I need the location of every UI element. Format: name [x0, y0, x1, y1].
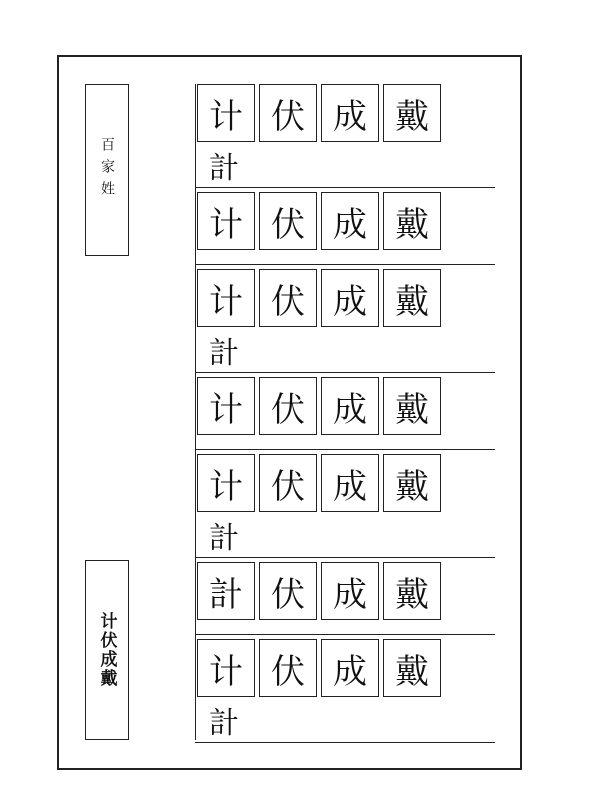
char-cell: 计	[197, 192, 255, 250]
char-cell: 戴	[383, 192, 441, 250]
char-row-1	[195, 84, 495, 142]
char-cell: 伏	[259, 454, 317, 512]
row-gap	[195, 620, 495, 635]
char-cell: 伏	[259, 639, 317, 697]
char-cell: 成	[321, 84, 379, 142]
char-cell: 伏	[259, 84, 317, 142]
caption-row-5: 計	[195, 512, 495, 558]
char-cell: 戴	[383, 454, 441, 512]
subtitle-label	[85, 560, 129, 740]
char-row-5	[195, 454, 495, 512]
char-cell: 计	[197, 84, 255, 142]
char-cell: 戴	[383, 562, 441, 620]
title-label	[85, 84, 129, 256]
char-cell: 成	[321, 192, 379, 250]
caption-row-7: 計	[195, 697, 495, 743]
char-cell: 计	[197, 377, 255, 435]
char-cell: 计	[197, 454, 255, 512]
char-row-2	[195, 192, 495, 250]
char-cell: 戴	[383, 639, 441, 697]
char-cell: 戴	[383, 377, 441, 435]
char-cell: 成	[321, 454, 379, 512]
row-gap	[195, 435, 495, 450]
char-row-4	[195, 377, 495, 435]
char-row-6	[195, 562, 495, 620]
char-row-7	[195, 639, 495, 697]
char-cell: 计	[197, 639, 255, 697]
caption-row-1: 計	[195, 142, 495, 188]
char-cell: 戴	[383, 269, 441, 327]
char-cell: 成	[321, 639, 379, 697]
char-cell: 計	[197, 562, 255, 620]
row-gap	[195, 250, 495, 265]
caption-row-3: 計	[195, 327, 495, 373]
char-cell: 伏	[259, 269, 317, 327]
title-text: 百家姓	[99, 137, 115, 203]
char-cell: 伏	[259, 377, 317, 435]
char-cell: 伏	[259, 562, 317, 620]
char-cell: 成	[321, 269, 379, 327]
subtitle-text: 计伏成戴	[96, 612, 117, 688]
char-cell: 成	[321, 377, 379, 435]
char-cell: 戴	[383, 84, 441, 142]
char-cell: 计	[197, 269, 255, 327]
char-cell: 伏	[259, 192, 317, 250]
character-grid	[195, 84, 495, 743]
char-row-3	[195, 269, 495, 327]
char-cell: 成	[321, 562, 379, 620]
